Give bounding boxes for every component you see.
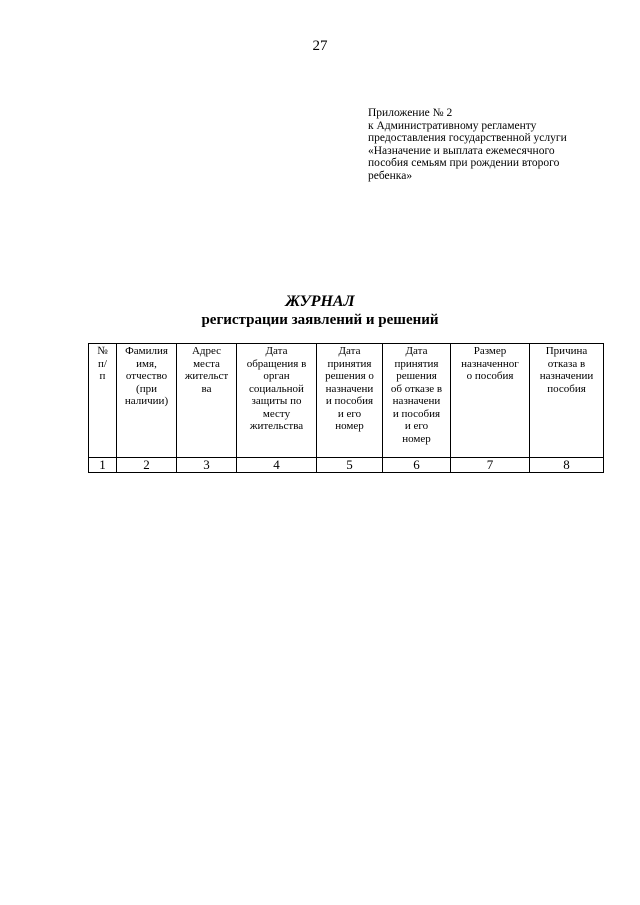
column-number-cell: 3	[177, 458, 237, 473]
header-line: о пособия	[466, 370, 514, 382]
column-number-cell: 1	[89, 458, 117, 473]
title-subtitle: регистрации заявлений и решений	[201, 312, 439, 328]
header-line: и его	[404, 420, 429, 432]
header-line: Размер	[473, 345, 507, 357]
header-line: п	[99, 370, 106, 382]
header-line: Фамилия	[125, 345, 168, 357]
header-line: назначении	[539, 370, 594, 382]
header-cell	[530, 344, 604, 458]
header-line: назначени	[392, 395, 441, 407]
appendix-line: предоставления государственной услуги	[368, 132, 567, 144]
header-line: пособия	[547, 382, 586, 395]
column-number-cell: 4	[237, 458, 317, 473]
header-line: Дата	[265, 345, 288, 357]
header-line: №	[97, 345, 108, 357]
column-number-cell: 5	[317, 458, 383, 473]
header-line: защиты по	[251, 395, 302, 407]
header-line: наличии)	[124, 395, 169, 407]
header-line: решения о	[325, 370, 374, 382]
header-line: обращения в	[246, 357, 307, 370]
header-line: п/	[98, 357, 107, 370]
header-line: орган	[263, 370, 290, 382]
header-line: решения	[396, 370, 437, 382]
document-title	[0, 293, 640, 329]
appendix-line: Приложение № 2	[368, 107, 453, 119]
appendix-note	[368, 107, 628, 182]
header-line: ва	[201, 382, 212, 395]
table-header-row	[89, 344, 604, 458]
header-line: назначенног	[461, 357, 519, 370]
header-line: Адрес	[191, 345, 222, 357]
title-main: ЖУРНАЛ	[285, 293, 355, 310]
header-line: отчество	[125, 370, 168, 382]
header-cell	[89, 344, 117, 458]
header-line: и пособия	[325, 395, 374, 407]
header-line: отказа в	[547, 357, 586, 370]
column-number-cell: 2	[117, 458, 177, 473]
appendix-line: ребенка»	[368, 169, 413, 182]
header-cell	[451, 344, 530, 458]
header-line: номер	[335, 420, 364, 432]
appendix-line: к Административному регламенту	[368, 119, 537, 132]
header-line: принятия	[327, 357, 372, 370]
appendix-line: «Назначение и выплата ежемесячного	[368, 144, 555, 157]
header-line: Дата	[405, 345, 428, 357]
header-line: имя,	[136, 357, 157, 370]
header-line: номер	[402, 432, 431, 445]
header-line: принятия	[394, 357, 439, 370]
header-cell	[383, 344, 451, 458]
appendix-line: пособия семьям при рождении второго	[368, 157, 560, 169]
header-line: места	[193, 357, 220, 370]
column-number-cell: 7	[451, 458, 530, 473]
header-cell	[177, 344, 237, 458]
page-number: 27	[312, 38, 328, 54]
header-line: жительства	[249, 420, 304, 432]
header-line: месту	[262, 407, 291, 420]
header-cell	[317, 344, 383, 458]
header-line: Дата	[338, 345, 361, 357]
header-line: и его	[337, 407, 362, 420]
journal-table	[88, 343, 604, 473]
table-row	[89, 458, 604, 473]
header-line: социальной	[249, 382, 304, 395]
header-line: назначени	[325, 382, 374, 395]
header-line: (при	[136, 382, 157, 395]
header-cell	[237, 344, 317, 458]
header-cell	[117, 344, 177, 458]
header-line: об отказе в	[390, 382, 443, 395]
header-line: Причина	[545, 345, 588, 357]
column-number-cell: 8	[530, 458, 604, 473]
header-line: и пособия	[392, 407, 441, 420]
column-number-cell: 6	[383, 458, 451, 473]
header-line: жительст	[184, 370, 229, 382]
